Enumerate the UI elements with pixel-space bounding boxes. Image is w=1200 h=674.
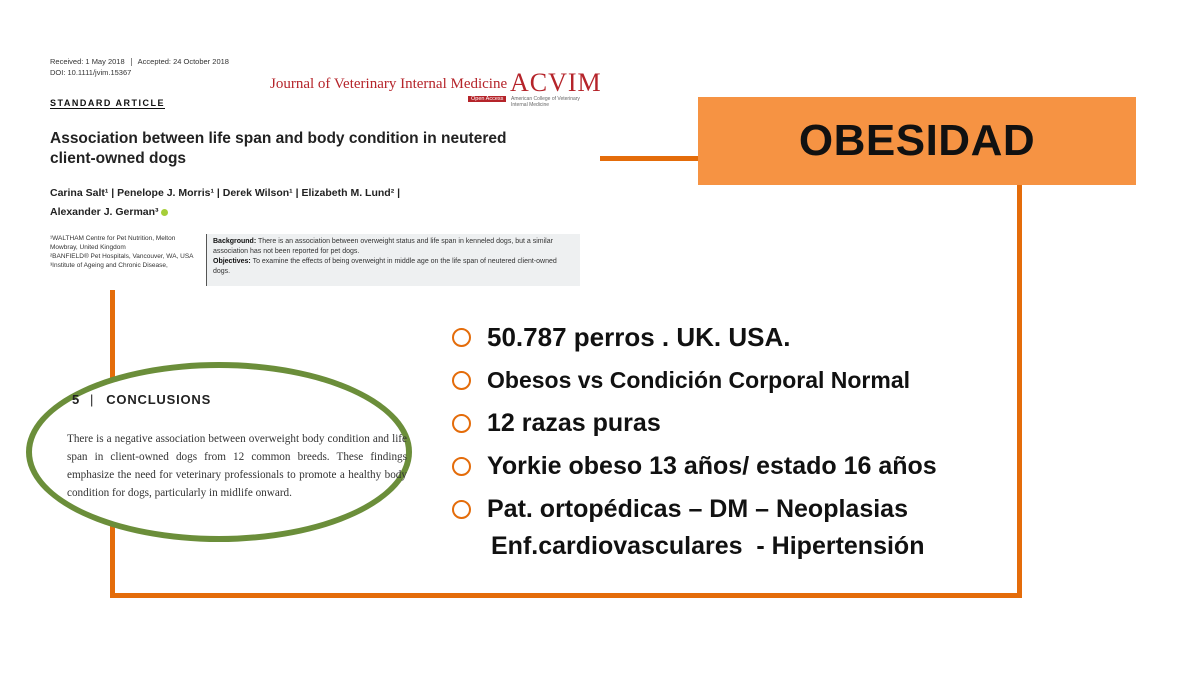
circle-bullet-icon [452,457,471,476]
acvim-logo: ACVIM [510,68,602,97]
article-type: STANDARD ARTICLE [50,98,165,108]
meta-divider [131,58,132,66]
affiliation: ³Institute of Ageing and Chronic Disease, [50,262,168,269]
authors [50,184,490,222]
journal-name: Journal of Veterinary Internal Medicine [270,76,508,92]
open-access-badge: Open Access [468,96,506,102]
bullet-text: Yorkie obeso 13 años/ estado 16 años [487,452,937,480]
authors-line-2: Alexander J. German³ [50,206,159,218]
objectives-text: To examine the effects of being overweight in middle age on the life span of neutered client-owned dogs. [213,258,557,275]
title-connector-line [600,156,700,161]
paper-meta [50,56,229,78]
affiliation: ²BANFIELD® Pet Hospitals, Vancouver, WA, USA [50,253,194,260]
slide-title: OBESIDAD [798,116,1036,165]
conclusions-heading [72,392,211,407]
orcid-icon [161,209,168,216]
bullet-item [452,488,937,531]
bullet-item [452,359,937,402]
slide-title-box [698,97,1136,185]
doi: DOI: 10.1111/jvim.15367 [50,68,132,77]
background-label: Background: [213,238,257,245]
abstract-box [206,234,580,286]
affiliation: ¹WALTHAM Centre for Pet Nutrition, Melton Mowbray, United Kingdom [50,235,176,251]
bullet-text: Pat. ortopédicas – DM – Neoplasias [487,495,908,523]
article-title: Association between life span and body condition in neutered client-owned dogs [50,130,507,167]
affiliations [50,234,200,270]
background-text: There is an association between overweight status and life span in kenneled dogs, but a similar association has not been reported for pet dogs. [213,238,553,255]
bullet-text: Obesos vs Condición Corporal Normal [487,367,911,393]
authors-line-1: Carina Salt¹ | Penelope J. Morris¹ | Derek Wilson¹ | Elizabeth M. Lund² | [50,187,401,199]
bullet-text: 50.787 perros . UK. USA. [487,322,791,352]
bullet-continuation: Enf.cardiovasculares - Hipertensión [491,532,925,560]
section-separator: | [90,392,95,407]
paper-excerpt [48,54,602,290]
circle-bullet-icon [452,328,471,347]
circle-bullet-icon [452,500,471,519]
circle-bullet-icon [452,414,471,433]
frame-line-right [1017,183,1022,598]
bullet-list [452,316,937,531]
bullet-item [452,445,937,488]
circle-bullet-icon [452,371,471,390]
accepted-date: Accepted: 24 October 2018 [137,57,229,66]
bullet-item [452,402,937,445]
frame-line-bottom [110,593,1022,598]
acvim-logo-subtitle: American College of Veterinary Internal Medicine [511,96,580,108]
objectives-label: Objectives: [213,258,251,265]
bullet-item [452,316,937,359]
received-date: Received: 1 May 2018 [50,57,125,66]
bullet-text: 12 razas puras [487,409,661,437]
conclusions-text: There is a negative association between overweight body condition and life span in client-owned dogs from 12 common breeds. These findings emphasize the need for veterinary professionals to promote a healthy body condition for dogs, particularly in midlife onward. [67,433,407,499]
conclusions-title: CONCLUSIONS [106,392,212,407]
section-number: 5 [72,392,81,407]
